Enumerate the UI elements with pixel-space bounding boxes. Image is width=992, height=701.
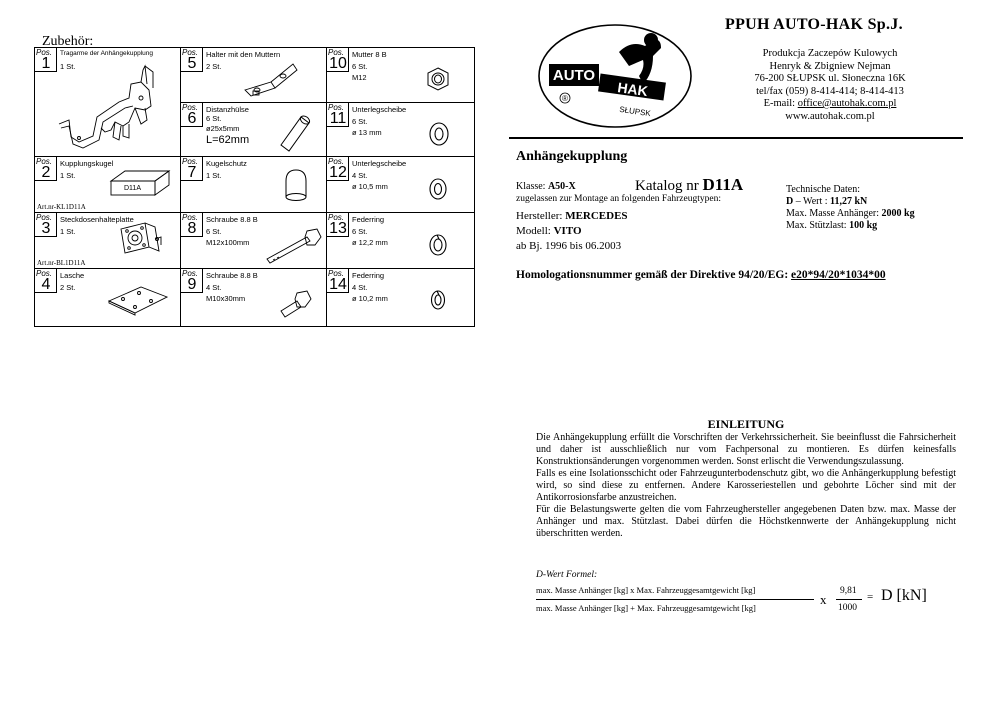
washer-icon [427, 177, 449, 201]
max-vertical-load-line [786, 220, 915, 232]
product-title: Anhängekupplung [516, 149, 628, 164]
homologation-line [516, 269, 886, 281]
pos-label: Pos. [36, 48, 53, 57]
part-qty: 6 St. [352, 117, 368, 126]
pos-number: 9 [187, 276, 197, 293]
part-cell-8 [181, 213, 327, 269]
formula-numerator: max. Masse Anhänger [kg] x Max. Fahrzeuggesamtgewicht [kg] [536, 585, 756, 595]
part-cell-4 [35, 269, 181, 326]
part-qty: 4 St. [352, 283, 368, 292]
formula-g-numerator: 9,81 [840, 586, 857, 596]
pos-label: Pos. [182, 269, 199, 278]
part-name: Federring [352, 215, 385, 224]
max-vertical-load-label: Max. Stützlast: [786, 220, 850, 231]
formula-denominator: max. Masse Anhänger [kg] + Max. Fahrzeuggesamtgewicht [kg] [536, 603, 756, 613]
max-trailer-mass-value: 2000 kg [881, 208, 915, 219]
pos-label: Pos. [328, 48, 345, 57]
pos-label: Pos. [182, 103, 199, 112]
manufacturer-label: Hersteller: [516, 210, 566, 222]
part-dim: M12 [352, 73, 367, 82]
parts-table [34, 47, 475, 327]
max-trailer-mass-label: Max. Masse Anhänger: [786, 208, 882, 219]
part-cell-14 [327, 269, 474, 326]
katalog-line [635, 175, 743, 195]
bracket-with-nuts-icon [241, 60, 301, 100]
part-cell-6 [181, 103, 327, 157]
model-label: Modell: [516, 225, 554, 237]
part-dim: ø 10,5 mm [352, 182, 388, 191]
introduction-paragraph: Die Anhängekupplung erfüllt die Vorschriften der Verkehrssicherheit. Sie beeinflusst die Fahrsicherheit und daher ist ausschließlich nur vom Fachpersonal zu montieren. Es dürfen keinesfalls Konstruktionsänderungen vorgenommen werden. Sonst erlischt die Verwendungszulassung. [536, 432, 956, 467]
part-cell-2 [35, 157, 181, 213]
part-dim: M12x100mm [206, 238, 250, 247]
part-cell-11 [327, 103, 474, 157]
dwert-label: D [786, 196, 794, 207]
model-line [516, 225, 582, 237]
homologation-number: e20*94/20*1034*00 [791, 269, 886, 281]
part-qty: 1 St. [60, 227, 76, 236]
company-line-4: tel/fax (059) 8-414-414; 8-414-413 [756, 85, 904, 97]
part-qty: 6 St. [352, 62, 368, 71]
dwert-mid: – Wert : [793, 196, 831, 207]
towbar-arms-icon [49, 62, 169, 152]
formula-result: D [kN] [881, 587, 927, 604]
email-link[interactable]: office@autohak.com.pl [797, 98, 897, 109]
pos-number: 3 [41, 220, 51, 237]
part-name: Unterlegscheibe [352, 159, 407, 168]
pos-number: 7 [187, 164, 197, 181]
formula-multiply: x [820, 592, 827, 607]
part-qty: 1 St. [60, 62, 76, 71]
homologation-label: Homologationsnummer gemäß der Direktive 94/20/EG: [516, 269, 792, 281]
company-address [700, 48, 960, 123]
company-line-3: 76-200 SŁUPSK ul. Słoneczna 16K [754, 73, 906, 84]
part-cell-13 [327, 213, 474, 269]
part-qty: 6 St. [206, 227, 222, 236]
manufacturer-line [516, 210, 628, 222]
part-cell-5 [181, 48, 327, 103]
logo-auto-text: AUTO [552, 67, 596, 84]
part-name: Kugelschutz [206, 159, 247, 168]
part-dim: M10x30mm [206, 294, 246, 303]
bolt-long-icon [263, 225, 323, 265]
part-name: Distanzhülse [206, 105, 249, 114]
introduction-text [536, 432, 956, 540]
dwert-value: 11,27 kN [830, 196, 868, 207]
logo-city-text: SŁUPSK [618, 104, 652, 119]
pos-label: Pos. [36, 213, 53, 222]
pos-label: Pos. [328, 103, 345, 112]
part-cell-3 [35, 213, 181, 269]
part-dim: ø 10,2 mm [352, 294, 388, 303]
dwert-formula [536, 585, 956, 621]
pos-label: Pos. [182, 48, 199, 57]
pos-number: 11 [329, 110, 347, 127]
model-value: VITO [553, 225, 582, 237]
formula-fraction-line [536, 599, 814, 600]
introduction-paragraph: Falls es eine Isolationsschicht oder Fahrzeugunterbodenschutz gibt, wo die Anhängerkupplung befestigt wird, so sind diese zu entfernen. Andere Karosseriestellen und gebohrte Löcher sind mit der Antikorrosionsfarbe anzustreichen. [536, 468, 956, 503]
logo-hak-text: HAK [616, 79, 649, 100]
part-name: Unterlegscheibe [352, 105, 407, 114]
pos-label: Pos. [328, 269, 345, 278]
parts-title: Zubehör: [42, 34, 94, 49]
pos-number: 5 [187, 55, 197, 72]
pos-number: 14 [329, 276, 347, 293]
article-number: Art.nr-BL1D11A [37, 259, 86, 267]
pos-label: Pos. [328, 213, 345, 222]
pos-number: 10 [329, 55, 347, 72]
formula-label: D-Wert Formel: [536, 570, 598, 580]
part-qty: 4 St. [352, 171, 368, 180]
introduction-title: EINLEITUNG [707, 417, 785, 431]
tech-title: Technische Daten: [786, 184, 860, 195]
part-name: Federring [352, 271, 385, 280]
dwert-line [786, 196, 915, 208]
part-qty: 2 St. [206, 62, 222, 71]
formula-g-denominator: 1000 [838, 603, 857, 613]
pos-number: 4 [41, 276, 51, 293]
pos-label: Pos. [182, 213, 199, 222]
manufacturer-value: MERCEDES [565, 210, 628, 222]
part-name: Mutter 8 B [352, 50, 387, 59]
email-label: E-mail: [763, 98, 798, 109]
company-name: PPUH AUTO-HAK Sp.J. [725, 16, 903, 33]
pos-label: Pos. [182, 157, 199, 166]
max-vertical-load-value: 100 kg [849, 220, 878, 231]
part-qty: 6 St. [352, 227, 368, 236]
katalog-label: Katalog nr [635, 178, 703, 194]
pos-label: Pos. [36, 269, 53, 278]
washer-icon [427, 121, 451, 147]
spring-washer-icon [427, 233, 449, 257]
technical-data [786, 184, 915, 232]
formula-g-line [836, 599, 862, 600]
part-name: Tragarme der Anhängekupplung [60, 50, 153, 57]
logo-registered-mark: ® [562, 94, 568, 103]
part-dim: ø 13 mm [352, 128, 382, 137]
formula-equals: = [867, 591, 874, 603]
production-years: ab Bj. 1996 bis 06.2003 [516, 240, 622, 252]
part-dim: ø 12,2 mm [352, 238, 388, 247]
hex-nut-icon [425, 66, 451, 92]
pos-label: Pos. [328, 157, 345, 166]
pos-number: 12 [329, 164, 347, 181]
part-qty: 1 St. [60, 171, 76, 180]
spring-washer-icon [429, 289, 447, 311]
part-cell-9 [181, 269, 327, 326]
part-name: Schraube 8.8 B [206, 215, 258, 224]
klasse-value: A50-X [547, 181, 576, 192]
pos-number: 8 [187, 220, 197, 237]
klasse-line [516, 181, 576, 192]
part-qty: 4 St. [206, 283, 222, 292]
approval-text: zugelassen zur Montage an folgenden Fahrzeugtypen: [516, 194, 721, 204]
part-dim: ø25x5mm [206, 124, 240, 133]
spacer-sleeve-icon [275, 109, 315, 153]
company-logo [535, 22, 695, 130]
part-cell-10 [327, 48, 474, 103]
company-line-2: Henryk & Zbigniew Nejman [769, 60, 891, 72]
part-stamp: D11A [124, 185, 141, 192]
part-cell-1 [35, 48, 181, 157]
company-website[interactable]: www.autohak.com.pl [785, 110, 875, 122]
part-name: Steckdosenhalteplatte [60, 215, 134, 224]
company-line-1: Produkcja Zaczepów Kulowych [762, 48, 898, 59]
plate-icon [105, 279, 171, 319]
part-dim: L=62mm [206, 134, 250, 146]
pos-number: 2 [41, 164, 51, 181]
ball-cover-icon [283, 167, 309, 203]
part-name: Halter mit den Muttern [206, 50, 281, 59]
divider-line [509, 137, 963, 139]
pos-number: 1 [41, 55, 51, 72]
part-qty: 6 St. [206, 114, 222, 123]
part-qty: 2 St. [60, 283, 76, 292]
company-email-line [700, 98, 960, 111]
klasse-label: Klasse: [516, 181, 548, 192]
coupling-ball-icon [109, 167, 171, 197]
part-qty: 1 St. [206, 171, 222, 180]
max-trailer-mass-line [786, 208, 915, 220]
part-cell-7 [181, 157, 327, 213]
part-name: Kupplungskugel [60, 159, 114, 168]
part-cell-12 [327, 157, 474, 213]
part-name: Lasche [60, 271, 85, 280]
article-number: Art.nr-KL1D11A [37, 203, 86, 211]
part-name: Schraube 8.8 B [206, 271, 258, 280]
bolt-short-icon [277, 287, 313, 319]
introduction-paragraph: Für die Belastungswerte gelten die vom Fahrzeughersteller angegebenen Daten bzw. max. Masse der Anhänger und max. Stützlast. Dabei dürfen die Höchstkennwerte der Anhängekupplung nicht überschritten werden. [536, 504, 956, 539]
socket-plate-icon [115, 219, 165, 263]
pos-label: Pos. [36, 157, 53, 166]
pos-number: 6 [187, 110, 197, 127]
pos-number: 13 [329, 220, 347, 237]
katalog-value: D11A [702, 175, 744, 194]
